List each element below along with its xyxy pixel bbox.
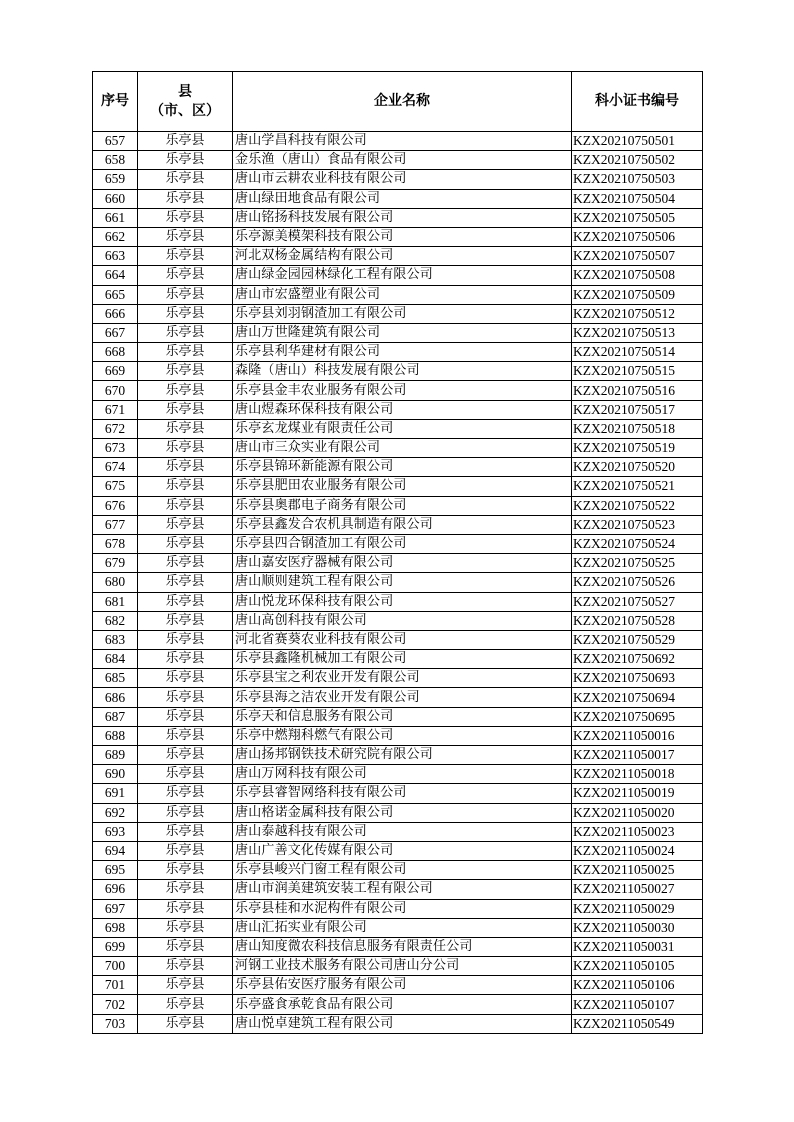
table-row [93, 343, 703, 362]
header-name: 企业名称 [233, 72, 572, 132]
cell-county: 乐亭县 [138, 1014, 233, 1033]
cell-seq: 702 [93, 995, 138, 1014]
cell-county: 乐亭县 [138, 534, 233, 553]
cell-seq: 703 [93, 1014, 138, 1033]
cell-seq: 687 [93, 707, 138, 726]
table-row [93, 285, 703, 304]
cell-company-name: 乐亭县海之洁农业开发有限公司 [233, 688, 572, 707]
table-row [93, 189, 703, 208]
cell-seq: 693 [93, 822, 138, 841]
cell-seq: 676 [93, 496, 138, 515]
cell-cert-number: KZX20211050025 [572, 861, 703, 880]
cell-company-name: 乐亭县桂和水泥构件有限公司 [233, 899, 572, 918]
cell-company-name: 乐亭县金丰农业服务有限公司 [233, 381, 572, 400]
cell-cert-number: KZX20210750694 [572, 688, 703, 707]
cell-company-name: 河北双杨金属结构有限公司 [233, 247, 572, 266]
cell-seq: 686 [93, 688, 138, 707]
cell-county: 乐亭县 [138, 554, 233, 573]
cell-county: 乐亭县 [138, 918, 233, 937]
cell-seq: 700 [93, 957, 138, 976]
cell-cert-number: KZX20210750521 [572, 477, 703, 496]
cell-county: 乐亭县 [138, 458, 233, 477]
cell-company-name: 乐亭天和信息服务有限公司 [233, 707, 572, 726]
table-row [93, 419, 703, 438]
table-body [93, 132, 703, 1034]
cell-cert-number: KZX20210750517 [572, 400, 703, 419]
cell-cert-number: KZX20211050029 [572, 899, 703, 918]
table-row [93, 611, 703, 630]
cell-county: 乐亭县 [138, 784, 233, 803]
table-row [93, 381, 703, 400]
table-row [93, 515, 703, 534]
header-county [138, 72, 233, 132]
cell-county: 乐亭县 [138, 822, 233, 841]
cell-cert-number: KZX20210750528 [572, 611, 703, 630]
cell-seq: 696 [93, 880, 138, 899]
cell-company-name: 唐山扬邦钢铁技术研究院有限公司 [233, 746, 572, 765]
cell-seq: 690 [93, 765, 138, 784]
cell-company-name: 唐山绿田地食品有限公司 [233, 189, 572, 208]
cell-cert-number: KZX20210750509 [572, 285, 703, 304]
table-row [93, 899, 703, 918]
cell-county: 乐亭县 [138, 630, 233, 649]
cell-cert-number: KZX20210750523 [572, 515, 703, 534]
cell-seq: 688 [93, 726, 138, 745]
cell-seq: 685 [93, 669, 138, 688]
cell-company-name: 森隆（唐山）科技发展有限公司 [233, 362, 572, 381]
cell-county: 乐亭县 [138, 323, 233, 342]
cell-seq: 691 [93, 784, 138, 803]
cell-county: 乐亭县 [138, 419, 233, 438]
cell-cert-number: KZX20210750513 [572, 323, 703, 342]
table-row [93, 822, 703, 841]
header-seq: 序号 [93, 72, 138, 132]
cell-cert-number: KZX20211050024 [572, 841, 703, 860]
cell-seq: 677 [93, 515, 138, 534]
table-row [93, 1014, 703, 1033]
cell-county: 乐亭县 [138, 707, 233, 726]
cell-county: 乐亭县 [138, 304, 233, 323]
cell-cert-number: KZX20210750695 [572, 707, 703, 726]
cell-seq: 664 [93, 266, 138, 285]
cell-company-name: 乐亭源美模架科技有限公司 [233, 227, 572, 246]
cell-company-name: 乐亭县锦环新能源有限公司 [233, 458, 572, 477]
cell-seq: 675 [93, 477, 138, 496]
cell-seq: 663 [93, 247, 138, 266]
cell-county: 乐亭县 [138, 746, 233, 765]
cell-county: 乐亭县 [138, 170, 233, 189]
cell-seq: 697 [93, 899, 138, 918]
cell-seq: 661 [93, 208, 138, 227]
cell-company-name: 唐山市云耕农业科技有限公司 [233, 170, 572, 189]
cell-cert-number: KZX20211050018 [572, 765, 703, 784]
enterprise-table [92, 71, 703, 1034]
cell-seq: 683 [93, 630, 138, 649]
header-county-line2: （市、区） [150, 102, 220, 119]
cell-cert-number: KZX20211050020 [572, 803, 703, 822]
cell-seq: 679 [93, 554, 138, 573]
table-row [93, 784, 703, 803]
cell-seq: 671 [93, 400, 138, 419]
cell-cert-number: KZX20211050023 [572, 822, 703, 841]
table-row [93, 688, 703, 707]
table-row [93, 746, 703, 765]
table-row [93, 439, 703, 458]
cell-seq: 667 [93, 323, 138, 342]
cell-company-name: 唐山绿金园园林绿化工程有限公司 [233, 266, 572, 285]
cell-cert-number: KZX20211050107 [572, 995, 703, 1014]
cell-cert-number: KZX20210750502 [572, 151, 703, 170]
cell-seq: 701 [93, 976, 138, 995]
cell-county: 乐亭县 [138, 189, 233, 208]
table-row [93, 765, 703, 784]
cell-company-name: 唐山格诺金属科技有限公司 [233, 803, 572, 822]
cell-county: 乐亭县 [138, 151, 233, 170]
cell-county: 乐亭县 [138, 592, 233, 611]
cell-cert-number: KZX20210750519 [572, 439, 703, 458]
cell-cert-number: KZX20211050106 [572, 976, 703, 995]
cell-cert-number: KZX20211050017 [572, 746, 703, 765]
cell-county: 乐亭县 [138, 362, 233, 381]
cell-county: 乐亭县 [138, 381, 233, 400]
table-row [93, 400, 703, 419]
cell-company-name: 乐亭县宝之利农业开发有限公司 [233, 669, 572, 688]
table-row [93, 841, 703, 860]
cell-company-name: 唐山万世隆建筑有限公司 [233, 323, 572, 342]
table-row [93, 534, 703, 553]
table-row [93, 918, 703, 937]
cell-seq: 657 [93, 132, 138, 151]
table-row [93, 957, 703, 976]
cell-seq: 681 [93, 592, 138, 611]
table-row [93, 650, 703, 669]
cell-seq: 692 [93, 803, 138, 822]
cell-county: 乐亭县 [138, 343, 233, 362]
cell-company-name: 河北省赛葵农业科技有限公司 [233, 630, 572, 649]
cell-county: 乐亭县 [138, 841, 233, 860]
table-row [93, 208, 703, 227]
cell-seq: 662 [93, 227, 138, 246]
cell-seq: 673 [93, 439, 138, 458]
cell-seq: 674 [93, 458, 138, 477]
table-row [93, 266, 703, 285]
cell-company-name: 唐山学昌科技有限公司 [233, 132, 572, 151]
table-row [93, 861, 703, 880]
cell-seq: 659 [93, 170, 138, 189]
cell-seq: 666 [93, 304, 138, 323]
cell-company-name: 乐亭县鑫发合农机具制造有限公司 [233, 515, 572, 534]
cell-company-name: 唐山市三众实业有限公司 [233, 439, 572, 458]
table-header-row [93, 72, 703, 132]
header-county-line1: 县 [178, 83, 192, 100]
cell-company-name: 唐山市润美建筑安装工程有限公司 [233, 880, 572, 899]
table-row [93, 726, 703, 745]
cell-company-name: 唐山顺则建筑工程有限公司 [233, 573, 572, 592]
table-row [93, 573, 703, 592]
cell-cert-number: KZX20211050105 [572, 957, 703, 976]
cell-county: 乐亭县 [138, 669, 233, 688]
cell-cert-number: KZX20210750524 [572, 534, 703, 553]
cell-cert-number: KZX20210750504 [572, 189, 703, 208]
cell-seq: 670 [93, 381, 138, 400]
table-row [93, 304, 703, 323]
cell-seq: 699 [93, 937, 138, 956]
cell-cert-number: KZX20210750516 [572, 381, 703, 400]
table-row [93, 803, 703, 822]
cell-cert-number: KZX20210750522 [572, 496, 703, 515]
cell-county: 乐亭县 [138, 688, 233, 707]
cell-cert-number: KZX20210750508 [572, 266, 703, 285]
table-row [93, 995, 703, 1014]
cell-cert-number: KZX20210750514 [572, 343, 703, 362]
cell-seq: 682 [93, 611, 138, 630]
cell-seq: 660 [93, 189, 138, 208]
cell-company-name: 唐山知度微农科技信息服务有限责任公司 [233, 937, 572, 956]
cell-cert-number: KZX20210750692 [572, 650, 703, 669]
cell-company-name: 唐山泰越科技有限公司 [233, 822, 572, 841]
cell-company-name: 唐山市宏盛塑业有限公司 [233, 285, 572, 304]
table-row [93, 496, 703, 515]
cell-county: 乐亭县 [138, 803, 233, 822]
table-row [93, 937, 703, 956]
cell-county: 乐亭县 [138, 861, 233, 880]
cell-county: 乐亭县 [138, 937, 233, 956]
cell-cert-number: KZX20210750526 [572, 573, 703, 592]
cell-cert-number: KZX20210750693 [572, 669, 703, 688]
table-row [93, 976, 703, 995]
cell-seq: 689 [93, 746, 138, 765]
cell-county: 乐亭县 [138, 400, 233, 419]
cell-company-name: 乐亭县四合钢渣加工有限公司 [233, 534, 572, 553]
cell-company-name: 乐亭县利华建材有限公司 [233, 343, 572, 362]
table-row [93, 170, 703, 189]
cell-company-name: 乐亭玄龙煤业有限责任公司 [233, 419, 572, 438]
cell-cert-number: KZX20211050031 [572, 937, 703, 956]
cell-seq: 658 [93, 151, 138, 170]
cell-county: 乐亭县 [138, 880, 233, 899]
cell-company-name: 乐亭县峻兴门窗工程有限公司 [233, 861, 572, 880]
cell-cert-number: KZX20210750503 [572, 170, 703, 189]
cell-cert-number: KZX20210750525 [572, 554, 703, 573]
cell-cert-number: KZX20210750506 [572, 227, 703, 246]
cell-company-name: 乐亭县刘羽钢渣加工有限公司 [233, 304, 572, 323]
cell-company-name: 河钢工业技术服务有限公司唐山分公司 [233, 957, 572, 976]
table-row [93, 458, 703, 477]
cell-county: 乐亭县 [138, 477, 233, 496]
cell-county: 乐亭县 [138, 726, 233, 745]
cell-cert-number: KZX20210750507 [572, 247, 703, 266]
cell-cert-number: KZX20211050019 [572, 784, 703, 803]
cell-company-name: 唐山嘉安医疗器械有限公司 [233, 554, 572, 573]
cell-company-name: 唐山铭扬科技发展有限公司 [233, 208, 572, 227]
table-row [93, 362, 703, 381]
cell-county: 乐亭县 [138, 957, 233, 976]
cell-cert-number: KZX20210750515 [572, 362, 703, 381]
cell-cert-number: KZX20210750512 [572, 304, 703, 323]
cell-company-name: 乐亭县奥郡电子商务有限公司 [233, 496, 572, 515]
cell-company-name: 乐亭县睿智网络科技有限公司 [233, 784, 572, 803]
cell-county: 乐亭县 [138, 650, 233, 669]
cell-company-name: 唐山悦龙环保科技有限公司 [233, 592, 572, 611]
cell-seq: 680 [93, 573, 138, 592]
cell-company-name: 唐山悦卓建筑工程有限公司 [233, 1014, 572, 1033]
cell-county: 乐亭县 [138, 496, 233, 515]
cell-seq: 698 [93, 918, 138, 937]
cell-county: 乐亭县 [138, 995, 233, 1014]
cell-county: 乐亭县 [138, 573, 233, 592]
cell-cert-number: KZX20210750529 [572, 630, 703, 649]
cell-cert-number: KZX20210750501 [572, 132, 703, 151]
table-row [93, 247, 703, 266]
cell-cert-number: KZX20210750518 [572, 419, 703, 438]
cell-seq: 665 [93, 285, 138, 304]
cell-county: 乐亭县 [138, 266, 233, 285]
table-row [93, 477, 703, 496]
cell-seq: 672 [93, 419, 138, 438]
cell-cert-number: KZX20210750527 [572, 592, 703, 611]
cell-county: 乐亭县 [138, 132, 233, 151]
cell-seq: 684 [93, 650, 138, 669]
cell-cert-number: KZX20210750505 [572, 208, 703, 227]
cell-company-name: 乐亭盛食承乾食品有限公司 [233, 995, 572, 1014]
cell-company-name: 唐山广善文化传媒有限公司 [233, 841, 572, 860]
cell-company-name: 乐亭县肥田农业服务有限公司 [233, 477, 572, 496]
cell-company-name: 金乐渔（唐山）食品有限公司 [233, 151, 572, 170]
table-row [93, 227, 703, 246]
cell-county: 乐亭县 [138, 515, 233, 534]
cell-county: 乐亭县 [138, 765, 233, 784]
cell-cert-number: KZX20211050016 [572, 726, 703, 745]
cell-company-name: 乐亭中燃翔科燃气有限公司 [233, 726, 572, 745]
cell-company-name: 唐山汇拓实业有限公司 [233, 918, 572, 937]
table-row [93, 669, 703, 688]
cell-county: 乐亭县 [138, 247, 233, 266]
cell-cert-number: KZX20211050549 [572, 1014, 703, 1033]
table-row [93, 151, 703, 170]
cell-county: 乐亭县 [138, 208, 233, 227]
cell-county: 乐亭县 [138, 285, 233, 304]
cell-seq: 669 [93, 362, 138, 381]
table-row [93, 592, 703, 611]
cell-company-name: 唐山高创科技有限公司 [233, 611, 572, 630]
table-row [93, 554, 703, 573]
cell-seq: 678 [93, 534, 138, 553]
cell-seq: 694 [93, 841, 138, 860]
cell-cert-number: KZX20211050030 [572, 918, 703, 937]
cell-company-name: 唐山万网科技有限公司 [233, 765, 572, 784]
cell-county: 乐亭县 [138, 976, 233, 995]
table-row [93, 707, 703, 726]
cell-seq: 695 [93, 861, 138, 880]
cell-cert-number: KZX20210750520 [572, 458, 703, 477]
cell-county: 乐亭县 [138, 611, 233, 630]
cell-company-name: 乐亭县鑫隆机械加工有限公司 [233, 650, 572, 669]
table-row [93, 132, 703, 151]
table-row [93, 630, 703, 649]
table-row [93, 323, 703, 342]
cell-company-name: 唐山煜森环保科技有限公司 [233, 400, 572, 419]
table-row [93, 880, 703, 899]
cell-county: 乐亭县 [138, 227, 233, 246]
cell-company-name: 乐亭县佑安医疗服务有限公司 [233, 976, 572, 995]
cell-cert-number: KZX20211050027 [572, 880, 703, 899]
cell-county: 乐亭县 [138, 439, 233, 458]
cell-seq: 668 [93, 343, 138, 362]
cell-county: 乐亭县 [138, 899, 233, 918]
header-cert: 科小证书编号 [572, 72, 703, 132]
